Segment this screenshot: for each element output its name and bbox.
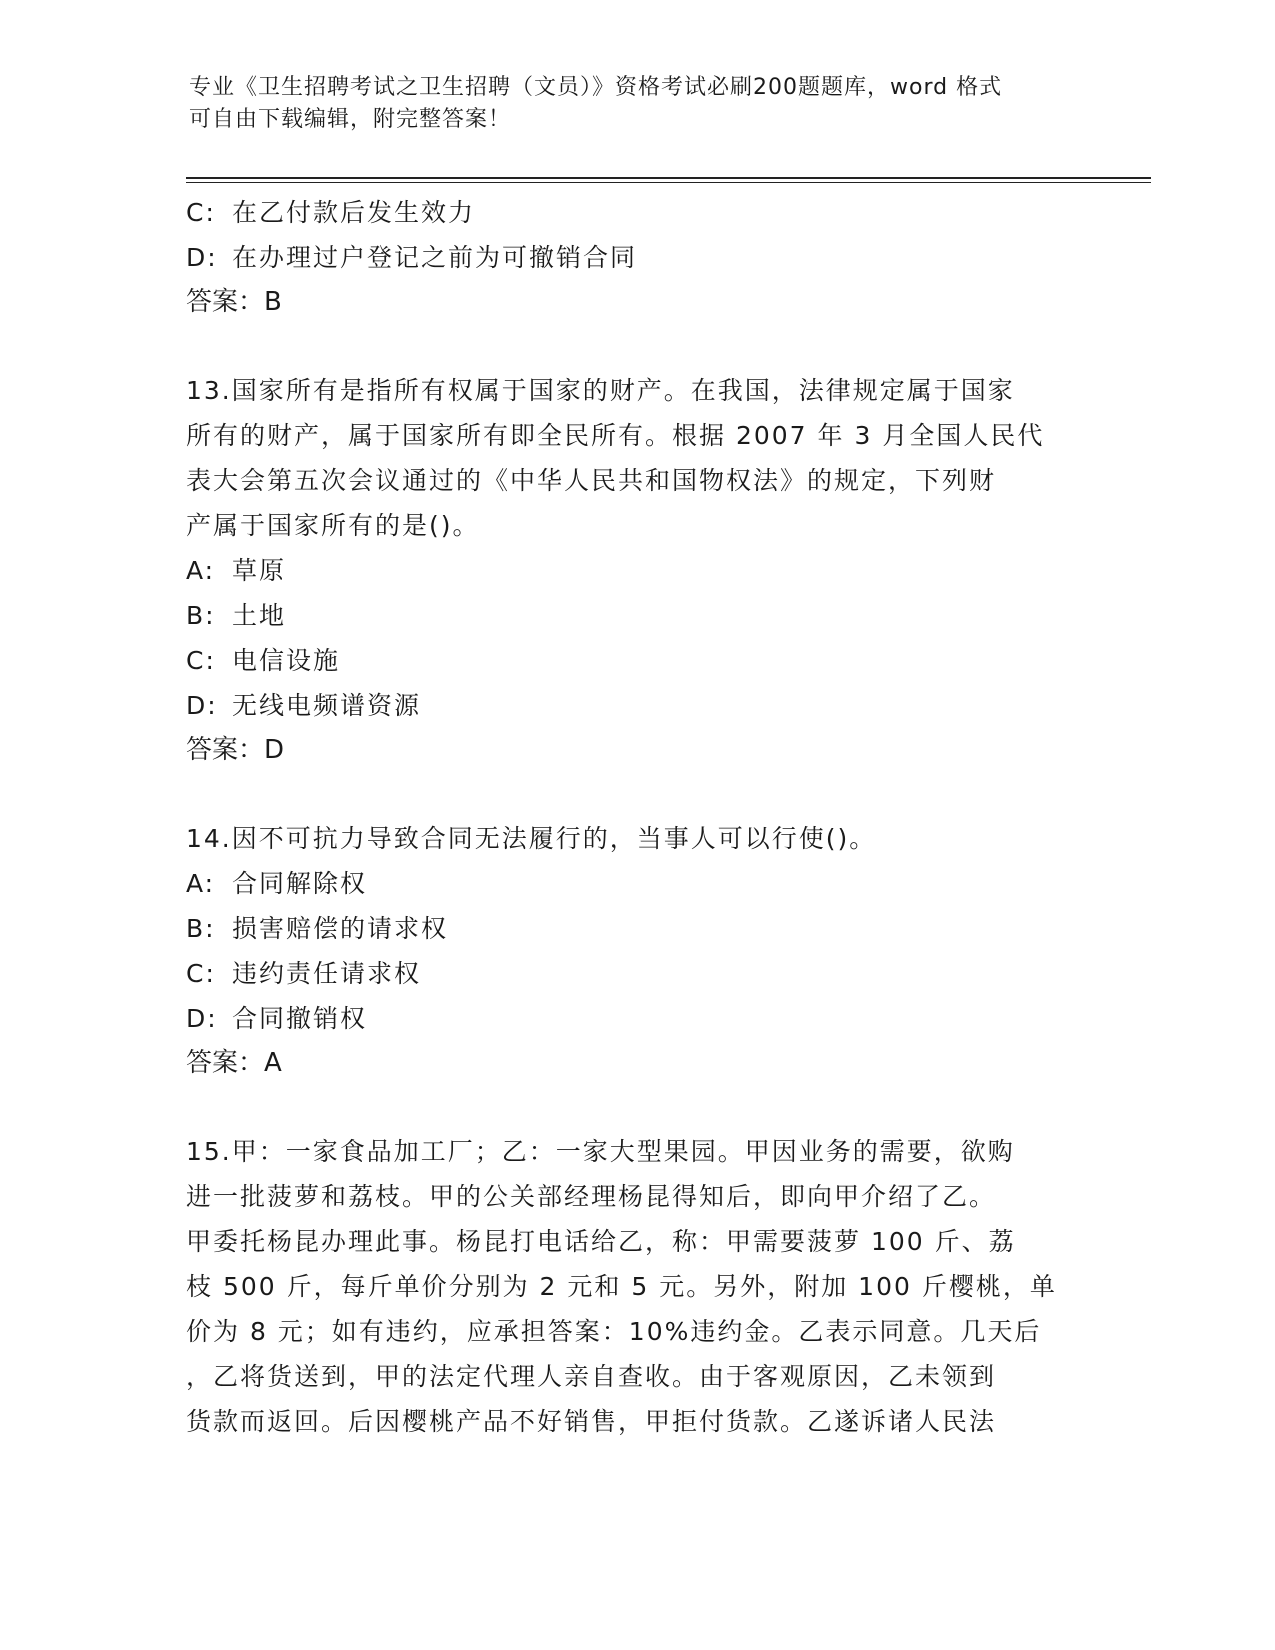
option-text: 无线电频谱资源	[232, 691, 422, 720]
option-text: 损害赔偿的请求权	[232, 914, 449, 943]
question-stem-line: 产属于国家所有的是()。	[186, 511, 480, 540]
option-text: 合同撤销权	[232, 1004, 368, 1033]
option-label: B:	[186, 601, 216, 630]
question-stem-line: ，乙将货送到，甲的法定代理人亲自查收。由于客观原因，乙未领到	[186, 1362, 997, 1391]
question-stem-line: 货款而返回。后因樱桃产品不好销售，甲拒付货款。乙遂诉诸人民法	[186, 1407, 997, 1436]
document-body	[186, 190, 1086, 1444]
question-15	[186, 1129, 1086, 1444]
question-stem-line: 甲委托杨昆办理此事。杨昆打电话给乙，称：甲需要菠萝 100 斤、荔	[186, 1227, 1016, 1256]
question-stem-line: 枝 500 斤，每斤单价分别为 2 元和 5 元。另外，附加 100 斤樱桃，单	[186, 1272, 1057, 1301]
header-line-1: 专业《卫生招聘考试之卫生招聘（文员）》资格考试必刷200题题库，word 格式	[189, 75, 1003, 100]
option-d	[186, 996, 1086, 1041]
option-d	[186, 683, 1086, 728]
question-14	[186, 816, 1086, 1086]
option-label: D:	[186, 243, 218, 272]
option-c	[186, 638, 1086, 683]
option-text: 违约责任请求权	[232, 959, 422, 988]
option-label: C:	[186, 959, 216, 988]
question-13	[186, 368, 1086, 773]
option-text: 土地	[232, 601, 287, 630]
question-stem-line: 15.甲：一家食品加工厂；乙：一家大型果园。甲因业务的需要，欲购	[186, 1137, 1015, 1166]
question-stem-line: 13.国家所有是指所有权属于国家的财产。在我国，法律规定属于国家	[186, 376, 1015, 405]
option-label: C:	[186, 646, 216, 675]
option-text: 电信设施	[232, 646, 341, 675]
option-a	[186, 548, 1086, 593]
option-label: D:	[186, 1004, 218, 1033]
option-text: 在乙付款后发生效力	[232, 198, 476, 227]
option-label: A:	[186, 869, 216, 898]
option-label: C:	[186, 198, 216, 227]
question-12-tail	[186, 190, 1086, 325]
option-c	[186, 190, 1086, 235]
option-text: 合同解除权	[232, 869, 368, 898]
option-c	[186, 951, 1086, 996]
option-b	[186, 593, 1086, 638]
option-label: A:	[186, 556, 216, 585]
question-stem-line: 进一批菠萝和荔枝。甲的公关部经理杨昆得知后，即向甲介绍了乙。	[186, 1182, 997, 1211]
option-label: B:	[186, 914, 216, 943]
page-header	[189, 72, 1089, 136]
option-label: D:	[186, 691, 218, 720]
answer-line: 答案：A	[186, 1048, 282, 1078]
option-b	[186, 906, 1086, 951]
option-d	[186, 235, 1086, 280]
header-rule-thin	[186, 182, 1151, 183]
question-stem-line: 所有的财产，属于国家所有即全民所有。根据 2007 年 3 月全国人民代	[186, 421, 1045, 450]
question-stem-line: 表大会第五次会议通过的《中华人民共和国物权法》的规定，下列财	[186, 466, 997, 495]
header-rule-thick	[186, 177, 1151, 179]
header-line-2: 可自由下载编辑，附完整答案！	[189, 107, 512, 132]
answer-line: 答案：D	[186, 735, 285, 765]
option-text: 在办理过户登记之前为可撤销合同	[232, 243, 638, 272]
question-stem-line: 价为 8 元；如有违约，应承担答案：10%违约金。乙表示同意。几天后	[186, 1317, 1042, 1346]
answer-line: 答案：B	[186, 287, 282, 317]
question-stem-line: 14.因不可抗力导致合同无法履行的，当事人可以行使()。	[186, 824, 877, 853]
option-a	[186, 861, 1086, 906]
option-text: 草原	[232, 556, 287, 585]
